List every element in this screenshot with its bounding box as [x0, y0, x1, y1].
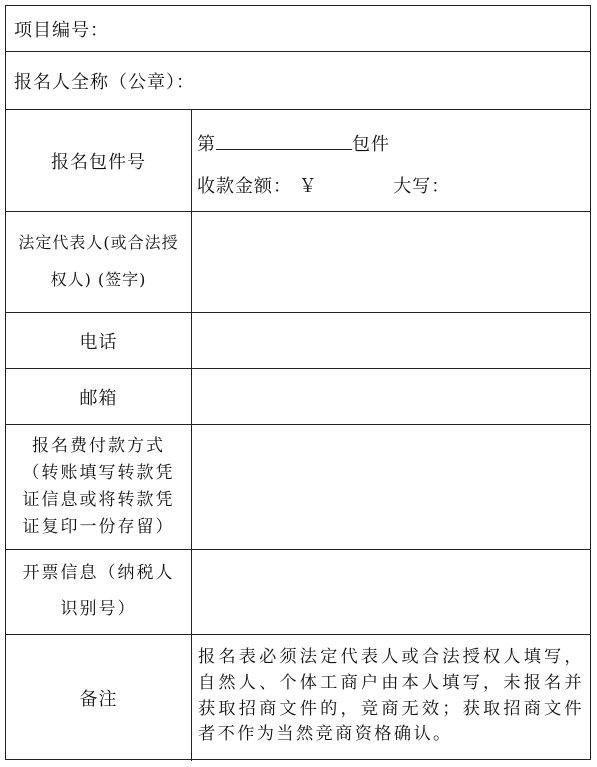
email-row: [6, 369, 590, 425]
phone-label: 电话: [6, 313, 192, 368]
invoice-label-line2: 识别号）: [60, 599, 137, 619]
registration-form-table: [5, 5, 591, 760]
legal-rep-label-line1: 法定代表人(或合法授: [18, 233, 179, 253]
uppercase-amount-label: 大写：: [393, 176, 451, 197]
payment-method-label: [6, 425, 192, 549]
project-number-label: 项目编号：: [14, 19, 109, 41]
remarks-row: [6, 635, 590, 761]
payment-label-line3: 证信息或将转款凭: [22, 490, 175, 510]
legal-rep-signature-cell[interactable]: [193, 212, 590, 312]
remarks-text: 报名表必须法定代表人或合法授权人填写，自然人、个体工商户由本人填写，未报名并获取招商文件的，竞商无效；获取招商文件者不作为当然竞商资格确认。: [198, 647, 584, 745]
package-value-cell[interactable]: [193, 110, 590, 211]
payment-label-line1: 报名费付款方式: [32, 435, 165, 456]
remarks-label: 备注: [6, 635, 192, 761]
amount-line: [197, 172, 450, 198]
invoice-info-value-cell[interactable]: [193, 550, 590, 634]
applicant-name-row: [6, 52, 590, 110]
yen-symbol: ￥: [298, 176, 318, 197]
package-row: [6, 110, 590, 212]
package-suffix: 包件: [352, 134, 390, 155]
payment-method-row: [6, 425, 590, 550]
payment-method-value-cell[interactable]: [193, 425, 590, 549]
package-label: 报名包件号: [6, 110, 192, 211]
phone-row: [6, 313, 590, 369]
amount-label: 收款金额：: [197, 176, 292, 197]
legal-rep-label-line2: 权人) (签字): [50, 270, 147, 289]
package-number-blank[interactable]: [216, 133, 352, 150]
applicant-name-label: 报名人全称（公章）：: [14, 71, 195, 93]
legal-rep-row: [6, 212, 590, 313]
phone-value-cell[interactable]: [193, 313, 590, 368]
legal-rep-label: [6, 212, 192, 312]
payment-label-line2: （转账填写转款凭: [22, 462, 175, 483]
payment-label-line4: 证复印一份存留）: [22, 517, 175, 538]
email-value-cell[interactable]: [193, 369, 590, 424]
invoice-info-row: [6, 550, 590, 635]
invoice-label-line1: 开票信息（纳税人: [22, 563, 175, 584]
email-label: 邮箱: [6, 369, 192, 424]
invoice-info-label: [6, 550, 192, 634]
package-number-line: [197, 130, 390, 156]
remarks-cell: [193, 635, 590, 761]
project-number-row: [6, 6, 590, 52]
package-prefix: 第: [197, 134, 216, 155]
